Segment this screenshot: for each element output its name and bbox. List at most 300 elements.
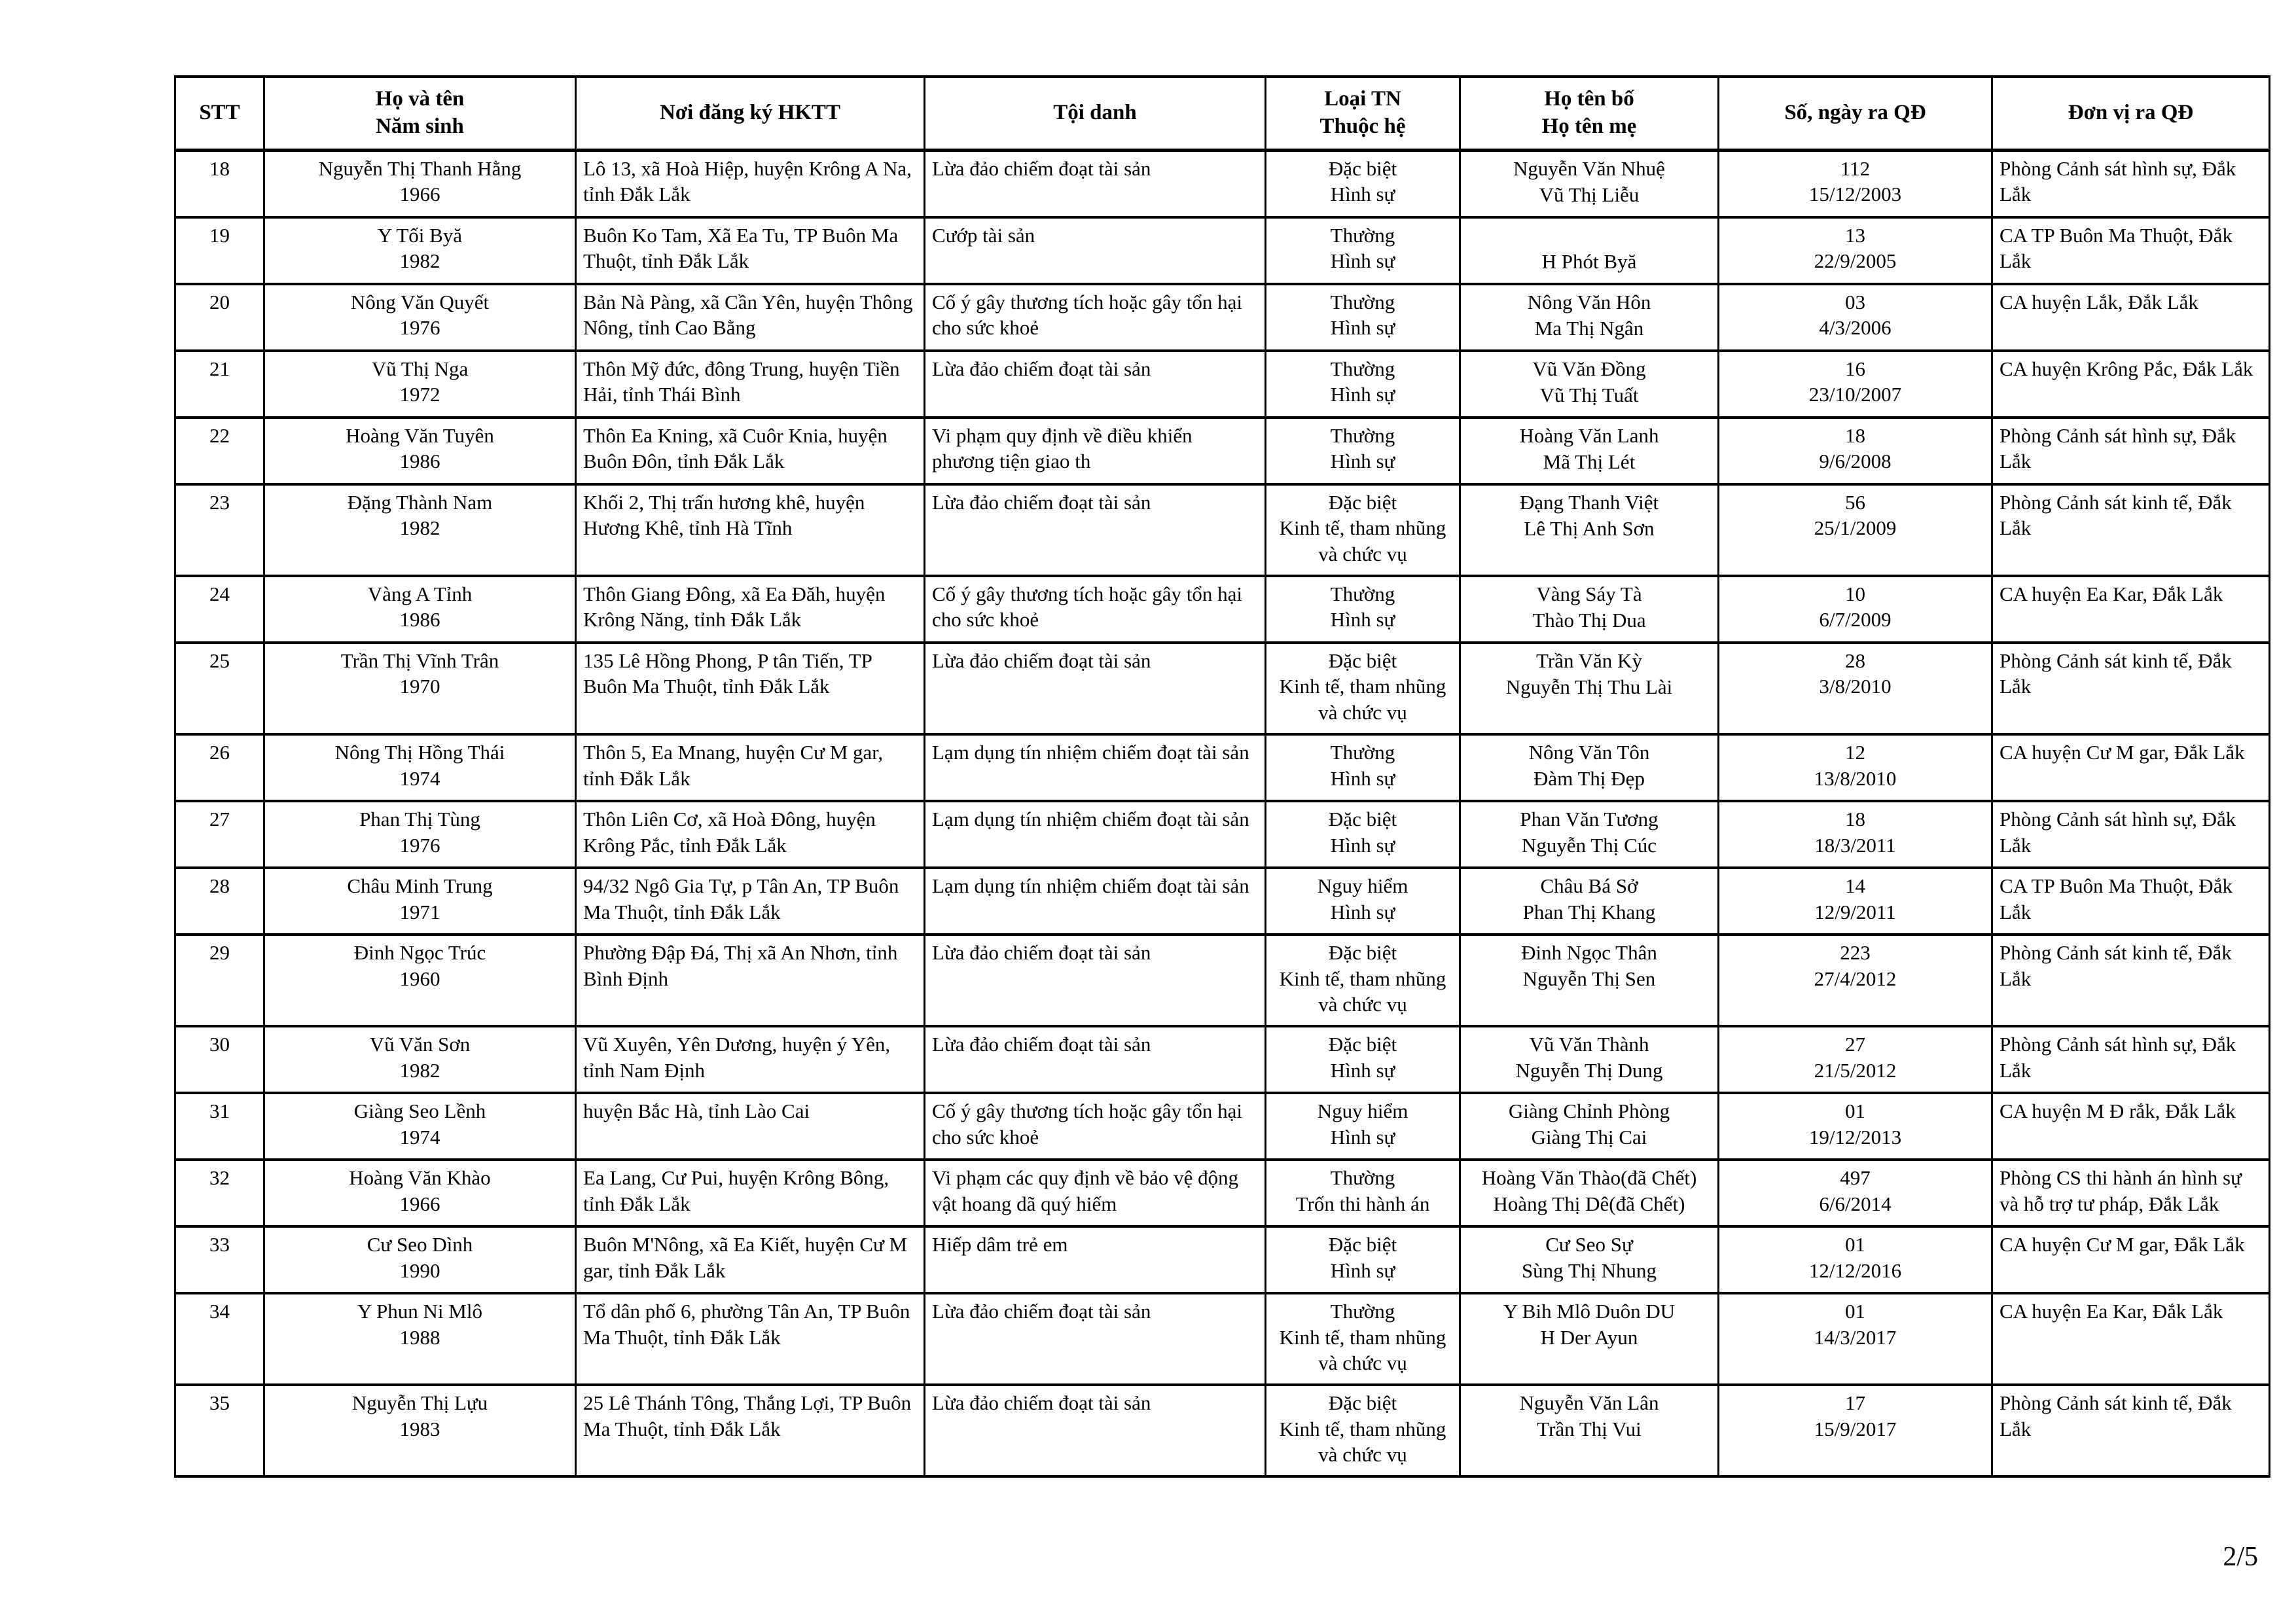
tn-level: Thường <box>1330 224 1395 247</box>
row-decision-cell <box>1719 484 1992 576</box>
row-unit-cell <box>1992 484 2270 576</box>
header-name-line1: Họ và tên <box>375 87 465 111</box>
row-stt: 33 <box>209 1233 230 1257</box>
row-unit-cell <box>1992 351 2270 418</box>
tn-level: Thường <box>1330 357 1395 380</box>
row-crime-cell <box>925 1026 1266 1093</box>
row-stt: 28 <box>209 874 230 898</box>
table-row <box>175 151 2270 218</box>
header-tn-line2: Thuộc hệ <box>1319 115 1406 138</box>
header-row <box>175 77 2270 151</box>
row-parents-cell <box>1460 1026 1719 1093</box>
person-birth-year: 1976 <box>399 316 440 340</box>
decision-number: 10 <box>1845 582 1865 606</box>
row-stt-cell <box>175 1026 264 1093</box>
row-decision-cell <box>1719 1160 1992 1226</box>
person-address: 25 Lê Thánh Tông, Thắng Lợi, TP Buôn Ma Thuột, tỉnh Đắk Lắk <box>583 1391 912 1440</box>
tn-level: Thường <box>1330 291 1395 313</box>
row-tn-type-cell <box>1266 284 1460 351</box>
mother-name: Nguyễn Thị Thu Lài <box>1505 675 1673 699</box>
row-stt-cell <box>175 284 264 351</box>
row-parents-cell <box>1460 484 1719 576</box>
mother-name: Hoàng Thị Dê(đã Chết) <box>1493 1192 1685 1216</box>
wanted-persons-table <box>174 75 2270 1478</box>
person-name: Y Tối Byă <box>377 224 463 247</box>
header-crime <box>925 77 1266 151</box>
row-unit-cell <box>1992 284 2270 351</box>
person-name: Vàng A Tỉnh <box>367 582 473 606</box>
table-row <box>175 1385 2270 1476</box>
father-name: Vàng Sáy Tà <box>1536 582 1642 606</box>
decision-unit: CA huyện Ea Kar, Đắk Lắk <box>2000 1300 2223 1323</box>
row-address-cell <box>576 484 925 576</box>
tn-system: Hình sự <box>1330 1258 1395 1282</box>
row-unit-cell <box>1992 801 2270 868</box>
decision-date: 4/3/2006 <box>1819 316 1892 340</box>
person-crime: Hiếp dâm trẻ em <box>932 1233 1068 1257</box>
decision-unit: CA huyện M Đ rắk, Đắk Lắk <box>2000 1099 2236 1123</box>
row-parents-cell <box>1460 576 1719 643</box>
person-birth-year: 1974 <box>399 1125 440 1149</box>
page-number: 2/5 <box>2223 1542 2258 1572</box>
row-stt-cell <box>175 151 264 218</box>
row-unit-cell <box>1992 734 2270 801</box>
header-father-label: Họ tên bố <box>1544 87 1634 111</box>
person-address: Thôn Liên Cơ, xã Hoà Đông, huyện Krông Pắc, tỉnh Đắk Lắk <box>583 808 876 857</box>
row-tn-type-cell <box>1266 1093 1460 1160</box>
decision-unit: CA TP Buôn Ma Thuột, Đắk Lắk <box>2000 874 2233 923</box>
person-address: Thôn Giang Đông, xã Ea Đăh, huyện Krông Năng, tỉnh Đắk Lắk <box>583 582 886 632</box>
decision-date: 15/9/2017 <box>1814 1417 1897 1440</box>
row-stt: 19 <box>209 224 230 247</box>
tn-level: Đặc biệt <box>1328 941 1397 965</box>
decision-date: 12/12/2016 <box>1808 1258 1902 1282</box>
row-stt: 24 <box>209 582 230 606</box>
row-name-cell <box>264 576 576 643</box>
decision-number: 13 <box>1845 224 1865 247</box>
decision-date: 23/10/2007 <box>1808 383 1902 406</box>
tn-system: Hình sự <box>1330 1058 1395 1082</box>
row-unit-cell <box>1992 1026 2270 1093</box>
tn-level: Đặc biệt <box>1328 1233 1397 1257</box>
person-birth-year: 1970 <box>399 675 440 698</box>
person-crime: Cố ý gây thương tích hoặc gây tổn hại cho sức khoẻ <box>932 582 1242 632</box>
table-body <box>175 151 2270 1477</box>
row-name-cell <box>264 151 576 218</box>
row-tn-type-cell <box>1266 1293 1460 1385</box>
row-decision-cell <box>1719 643 1992 734</box>
row-crime-cell <box>925 643 1266 734</box>
person-crime: Cướp tài sản <box>932 224 1035 247</box>
mother-name: Đàm Thị Đẹp <box>1534 767 1645 791</box>
table-row <box>175 484 2270 576</box>
father-name: Vũ Văn Thành <box>1529 1033 1649 1056</box>
row-decision-cell <box>1719 935 1992 1026</box>
mother-name: Nguyễn Thị Sen <box>1522 967 1656 991</box>
row-crime-cell <box>925 868 1266 935</box>
father-name <box>1467 223 1711 249</box>
father-name: Nguyễn Văn Lân <box>1519 1391 1659 1415</box>
decision-number: 223 <box>1840 941 1871 965</box>
tn-system: Kinh tế, tham nhũng và chức vụ <box>1279 675 1446 724</box>
decision-unit: CA huyện Cư M gar, Đắk Lắk <box>2000 741 2245 764</box>
decision-date: 9/6/2008 <box>1819 450 1892 473</box>
tn-system: Hình sự <box>1330 249 1395 273</box>
person-crime: Lừa đảo chiếm đoạt tài sản <box>932 941 1151 965</box>
table-row <box>175 734 2270 801</box>
person-name: Nông Thị Hồng Thái <box>334 741 505 764</box>
row-stt: 32 <box>209 1166 230 1190</box>
header-unit <box>1992 77 2270 151</box>
row-crime-cell <box>925 217 1266 284</box>
row-stt: 18 <box>209 157 230 180</box>
row-stt-cell <box>175 1160 264 1226</box>
row-crime-cell <box>925 935 1266 1026</box>
person-name: Nguyễn Thị Lựu <box>351 1391 488 1415</box>
person-address: Lô 13, xã Hoà Hiệp, huyện Krông A Na, tỉnh Đắk Lắk <box>583 157 912 206</box>
header-tn-line1: Loại TN <box>1324 87 1401 111</box>
row-unit-cell <box>1992 151 2270 218</box>
row-stt: 23 <box>209 491 230 514</box>
person-birth-year: 1971 <box>399 900 440 923</box>
row-unit-cell <box>1992 935 2270 1026</box>
row-tn-type-cell <box>1266 734 1460 801</box>
decision-unit: CA huyện Cư M gar, Đắk Lắk <box>2000 1233 2245 1257</box>
tn-level: Thường <box>1330 1166 1395 1190</box>
person-crime: Lừa đảo chiếm đoạt tài sản <box>932 649 1151 673</box>
row-tn-type-cell <box>1266 1385 1460 1476</box>
row-tn-type-cell <box>1266 576 1460 643</box>
row-decision-cell <box>1719 576 1992 643</box>
decision-unit: CA huyện Krông Pắc, Đắk Lắk <box>2000 357 2253 380</box>
mother-name: Phan Thị Khang <box>1522 901 1656 924</box>
person-address: Ea Lang, Cư Pui, huyện Krông Bông, tỉnh Đắk Lắk <box>583 1166 889 1215</box>
row-stt-cell <box>175 1093 264 1160</box>
tn-level: Nguy hiểm <box>1317 1099 1408 1123</box>
row-address-cell <box>576 935 925 1026</box>
header-unit-label: Đơn vị ra QĐ <box>2068 101 2194 125</box>
row-address-cell <box>576 643 925 734</box>
table-row <box>175 801 2270 868</box>
row-tn-type-cell <box>1266 418 1460 484</box>
person-birth-year: 1982 <box>399 1058 440 1082</box>
row-address-cell <box>576 1385 925 1476</box>
person-name: Châu Minh Trung <box>347 874 493 898</box>
mother-name: Giàng Thị Cai <box>1531 1126 1647 1149</box>
person-address: Khối 2, Thị trấn hương khê, huyện Hương Khê, tỉnh Hà Tĩnh <box>583 491 865 540</box>
mother-name: Vũ Thị Tuất <box>1539 383 1639 406</box>
decision-date: 6/6/2014 <box>1819 1192 1892 1215</box>
table-row <box>175 1093 2270 1160</box>
header-decision <box>1719 77 1992 151</box>
person-birth-year: 1966 <box>399 183 440 206</box>
father-name: Nông Văn Hôn <box>1527 291 1651 313</box>
decision-number: 17 <box>1845 1391 1865 1415</box>
row-stt: 21 <box>209 357 230 380</box>
row-stt-cell <box>175 217 264 284</box>
person-address: 135 Lê Hồng Phong, P tân Tiến, TP Buôn Ma Thuột, tỉnh Đắk Lắk <box>583 649 872 698</box>
person-address: Bản Nà Pàng, xã Cần Yên, huyện Thông Nông, tỉnh Cao Bằng <box>583 291 913 340</box>
row-decision-cell <box>1719 284 1992 351</box>
decision-unit: CA TP Buôn Ma Thuột, Đắk Lắk <box>2000 224 2233 273</box>
row-parents-cell <box>1460 1160 1719 1226</box>
person-address: Thôn Ea Kning, xã Cuôr Knia, huyện Buôn Đôn, tỉnh Đắk Lắk <box>583 424 888 473</box>
decision-date: 19/12/2013 <box>1808 1125 1902 1149</box>
row-tn-type-cell <box>1266 1226 1460 1293</box>
row-tn-type-cell <box>1266 484 1460 576</box>
row-tn-type-cell <box>1266 935 1460 1026</box>
person-crime: Lừa đảo chiếm đoạt tài sản <box>932 1033 1151 1056</box>
row-address-cell <box>576 868 925 935</box>
decision-unit: Phòng Cảnh sát hình sự, Đắk Lắk <box>2000 424 2236 473</box>
decision-number: 28 <box>1845 649 1865 673</box>
row-crime-cell <box>925 151 1266 218</box>
row-name-cell <box>264 643 576 734</box>
tn-level: Đặc biệt <box>1328 808 1397 831</box>
decision-unit: Phòng Cảnh sát kinh tế, Đắk Lắk <box>2000 941 2232 990</box>
tn-system: Kinh tế, tham nhũng và chức vụ <box>1279 967 1446 1016</box>
row-unit-cell <box>1992 1093 2270 1160</box>
row-parents-cell <box>1460 351 1719 418</box>
person-birth-year: 1960 <box>399 967 440 990</box>
decision-date: 6/7/2009 <box>1819 608 1892 632</box>
decision-unit: CA huyện Lắk, Đắk Lắk <box>2000 291 2198 313</box>
person-address: Thôn 5, Ea Mnang, huyện Cư M gar, tỉnh Đắk Lắk <box>583 741 884 790</box>
decision-date: 18/3/2011 <box>1814 833 1896 857</box>
tn-system: Hình sự <box>1330 183 1395 206</box>
row-parents-cell <box>1460 284 1719 351</box>
row-name-cell <box>264 1226 576 1293</box>
person-name: Y Phun Ni Mlô <box>357 1300 482 1323</box>
row-stt: 35 <box>209 1391 230 1415</box>
decision-unit: Phòng Cảnh sát hình sự, Đắk Lắk <box>2000 157 2236 206</box>
mother-name: Trần Thị Vui <box>1537 1418 1641 1441</box>
row-unit-cell <box>1992 418 2270 484</box>
mother-name: Ma Thị Ngân <box>1534 317 1644 340</box>
row-tn-type-cell <box>1266 351 1460 418</box>
person-crime: Vi phạm quy định về điều khiển phương tiện giao th <box>932 424 1193 473</box>
row-stt: 20 <box>209 291 230 313</box>
decision-number: 12 <box>1845 741 1865 764</box>
row-address-cell <box>576 217 925 284</box>
mother-name: Mã Thị Lét <box>1543 450 1636 473</box>
person-birth-year: 1976 <box>399 833 440 857</box>
father-name: Đinh Ngọc Thân <box>1521 941 1657 965</box>
row-address-cell <box>576 151 925 218</box>
tn-system: Hình sự <box>1330 450 1395 473</box>
decision-unit: Phòng Cảnh sát hình sự, Đắk Lắk <box>2000 1033 2236 1082</box>
row-stt: 26 <box>209 741 230 764</box>
person-crime: Lạm dụng tín nhiệm chiếm đoạt tài sản <box>932 741 1249 764</box>
father-name: Y Bih Mlô Duôn DU <box>1503 1300 1676 1323</box>
row-parents-cell <box>1460 1385 1719 1476</box>
person-crime: Cố ý gây thương tích hoặc gây tổn hại cho sức khoẻ <box>932 1099 1242 1149</box>
row-parents-cell <box>1460 734 1719 801</box>
row-unit-cell <box>1992 217 2270 284</box>
person-name: Hoàng Văn Khào <box>349 1166 491 1190</box>
row-crime-cell <box>925 418 1266 484</box>
table-row <box>175 1160 2270 1226</box>
header-decision-label: Số, ngày ra QĐ <box>1784 101 1926 125</box>
person-address: huyện Bắc Hà, tỉnh Lào Cai <box>583 1099 810 1123</box>
decision-number: 56 <box>1845 491 1865 514</box>
decision-date: 15/12/2003 <box>1808 183 1902 206</box>
decision-number: 01 <box>1845 1233 1865 1257</box>
person-address: Tổ dân phố 6, phường Tân An, TP Buôn Ma Thuột, tỉnh Đắk Lắk <box>583 1300 910 1349</box>
row-tn-type-cell <box>1266 1160 1460 1226</box>
row-tn-type-cell <box>1266 868 1460 935</box>
tn-system: Hình sự <box>1330 316 1395 340</box>
table-row <box>175 284 2270 351</box>
row-stt-cell <box>175 484 264 576</box>
father-name: Giàng Chỉnh Phòng <box>1508 1099 1670 1123</box>
decision-date: 25/1/2009 <box>1814 516 1897 540</box>
person-name: Đặng Thành Nam <box>347 491 493 514</box>
decision-date: 3/8/2010 <box>1819 675 1892 698</box>
row-unit-cell <box>1992 1385 2270 1476</box>
father-name: Cư Seo Sự <box>1545 1233 1633 1257</box>
row-name-cell <box>264 284 576 351</box>
table-header <box>175 77 2270 151</box>
row-address-cell <box>576 1226 925 1293</box>
father-name: Đạng Thanh Việt <box>1519 491 1659 514</box>
table-row <box>175 935 2270 1026</box>
row-name-cell <box>264 1026 576 1093</box>
tn-level: Nguy hiểm <box>1317 874 1408 898</box>
tn-system: Hình sự <box>1330 900 1395 923</box>
row-stt-cell <box>175 1385 264 1476</box>
father-name: Nông Văn Tôn <box>1528 741 1650 764</box>
row-crime-cell <box>925 1160 1266 1226</box>
person-crime: Lừa đảo chiếm đoạt tài sản <box>932 357 1151 380</box>
row-parents-cell <box>1460 1293 1719 1385</box>
decision-unit: Phòng Cảnh sát hình sự, Đắk Lắk <box>2000 808 2236 857</box>
person-address: Phường Đập Đá, Thị xã An Nhơn, tỉnh Bình Định <box>583 941 898 990</box>
row-stt-cell <box>175 351 264 418</box>
row-parents-cell <box>1460 801 1719 868</box>
row-decision-cell <box>1719 1293 1992 1385</box>
decision-date: 22/9/2005 <box>1814 249 1897 273</box>
decision-date: 12/9/2011 <box>1814 900 1896 923</box>
person-crime: Cố ý gây thương tích hoặc gây tổn hại cho sức khoẻ <box>932 291 1242 340</box>
person-name: Giàng Seo Lềnh <box>353 1099 486 1123</box>
row-address-cell <box>576 1160 925 1226</box>
mother-name: Lê Thị Anh Sơn <box>1524 517 1655 540</box>
row-unit-cell <box>1992 868 2270 935</box>
row-decision-cell <box>1719 868 1992 935</box>
row-name-cell <box>264 734 576 801</box>
row-address-cell <box>576 1293 925 1385</box>
row-crime-cell <box>925 801 1266 868</box>
row-stt-cell <box>175 1293 264 1385</box>
mother-name: H Der Ayun <box>1540 1326 1638 1349</box>
mother-name: Nguyễn Thị Cúc <box>1521 834 1657 857</box>
row-address-cell <box>576 734 925 801</box>
row-crime-cell <box>925 1226 1266 1293</box>
tn-level: Thường <box>1330 741 1395 764</box>
header-stt <box>175 77 264 151</box>
row-crime-cell <box>925 351 1266 418</box>
row-stt-cell <box>175 418 264 484</box>
row-crime-cell <box>925 1293 1266 1385</box>
row-parents-cell <box>1460 935 1719 1026</box>
person-name: Hoàng Văn Tuyên <box>346 424 494 447</box>
row-name-cell <box>264 1293 576 1385</box>
person-birth-year: 1986 <box>399 608 440 632</box>
row-address-cell <box>576 1026 925 1093</box>
person-address: Vũ Xuyên, Yên Dương, huyện ý Yên, tỉnh Nam Định <box>583 1033 891 1082</box>
row-tn-type-cell <box>1266 643 1460 734</box>
row-stt-cell <box>175 1226 264 1293</box>
row-tn-type-cell <box>1266 151 1460 218</box>
decision-unit: Phòng Cảnh sát kinh tế, Đắk Lắk <box>2000 491 2232 540</box>
row-parents-cell <box>1460 217 1719 284</box>
person-birth-year: 1982 <box>399 516 440 540</box>
row-parents-cell <box>1460 151 1719 218</box>
person-crime: Lạm dụng tín nhiệm chiếm đoạt tài sản <box>932 874 1249 898</box>
row-decision-cell <box>1719 151 1992 218</box>
row-name-cell <box>264 801 576 868</box>
father-name: Hoàng Văn Lanh <box>1519 424 1659 447</box>
tn-system: Kinh tế, tham nhũng và chức vụ <box>1279 1417 1446 1467</box>
header-crime-label: Tội danh <box>1053 101 1137 125</box>
person-crime: Vi phạm các quy định về bảo vệ động vật hoang dã quý hiếm <box>932 1166 1239 1215</box>
person-address: Thôn Mỹ đức, đông Trung, huyện Tiền Hải, tỉnh Thái Bình <box>583 357 900 406</box>
person-name: Cư Seo Dình <box>367 1233 473 1257</box>
row-decision-cell <box>1719 734 1992 801</box>
table-row <box>175 418 2270 484</box>
person-birth-year: 1983 <box>399 1417 440 1440</box>
row-decision-cell <box>1719 418 1992 484</box>
row-address-cell <box>576 418 925 484</box>
row-unit-cell <box>1992 1226 2270 1293</box>
person-name: Trần Thị Vĩnh Trân <box>340 649 499 673</box>
tn-system: Hình sự <box>1330 766 1395 790</box>
person-birth-year: 1972 <box>399 383 440 406</box>
header-name <box>264 77 576 151</box>
header-stt-label: STT <box>199 101 240 125</box>
person-name: Vũ Thị Nga <box>371 357 469 380</box>
row-stt: 25 <box>209 649 230 673</box>
decision-number: 18 <box>1845 808 1865 831</box>
table-row <box>175 351 2270 418</box>
header-tn-type <box>1266 77 1460 151</box>
row-stt: 22 <box>209 424 230 447</box>
row-name-cell <box>264 351 576 418</box>
father-name: Phan Văn Tương <box>1520 808 1659 831</box>
person-address: Buôn M'Nông, xã Ea Kiết, huyện Cư M gar, tỉnh Đắk Lắk <box>583 1233 908 1282</box>
row-name-cell <box>264 1160 576 1226</box>
mother-name: Sùng Thị Nhung <box>1521 1259 1657 1283</box>
row-stt-cell <box>175 643 264 734</box>
table-row <box>175 576 2270 643</box>
tn-system: Hình sự <box>1330 1125 1395 1149</box>
row-name-cell <box>264 1093 576 1160</box>
row-address-cell <box>576 576 925 643</box>
table-row <box>175 1026 2270 1093</box>
decision-date: 13/8/2010 <box>1814 766 1897 790</box>
person-crime: Lừa đảo chiếm đoạt tài sản <box>932 1391 1151 1415</box>
row-stt-cell <box>175 801 264 868</box>
person-birth-year: 1988 <box>399 1325 440 1349</box>
tn-system: Hình sự <box>1330 608 1395 632</box>
row-decision-cell <box>1719 1226 1992 1293</box>
tn-system: Kinh tế, tham nhũng và chức vụ <box>1279 516 1446 565</box>
tn-system: Hình sự <box>1330 383 1395 406</box>
decision-number: 18 <box>1845 424 1865 447</box>
row-crime-cell <box>925 284 1266 351</box>
decision-number: 112 <box>1840 157 1871 180</box>
